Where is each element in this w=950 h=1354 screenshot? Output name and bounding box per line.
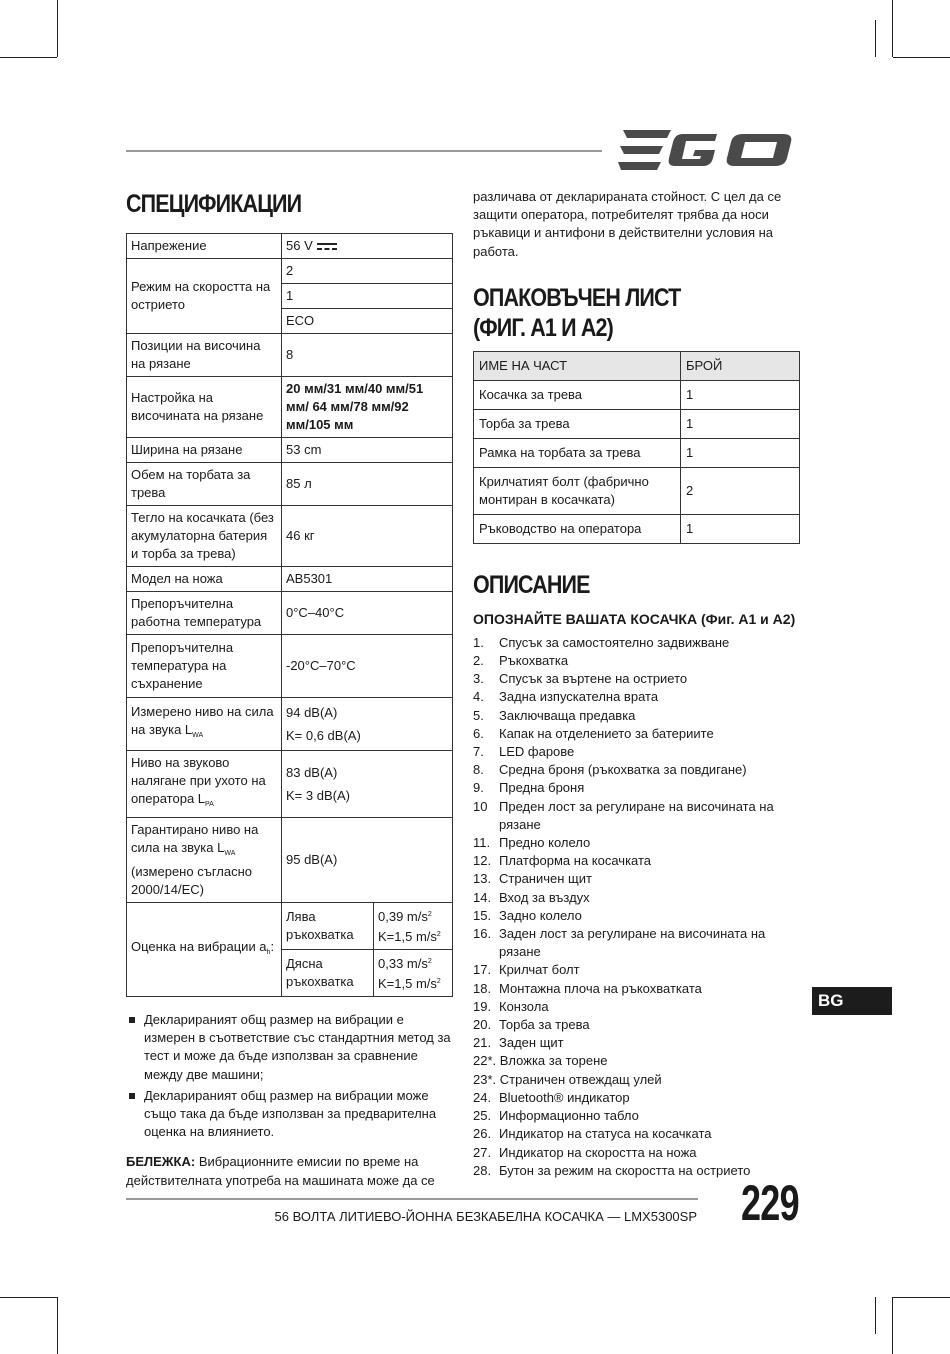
crop-mark [892,1297,893,1354]
right-column [473,188,808,1180]
note: БЕЛЕЖКА: Вибрационните емисии по време на действителната употреба на машината може да се [126,1154,435,1188]
packing-table [473,351,800,544]
ego-logo [617,128,799,172]
table-row: Режим на скоростта на острието 2 [127,259,453,284]
list-item: 17. Крилчат болт [473,962,580,978]
list-item: 11. Предно колело [473,835,591,851]
list-item: 15. Задно колело [473,907,582,923]
crop-mark [875,1297,876,1334]
list-item: 22*. Вложка за торене [473,1053,608,1069]
table-row: Напрежение 56 V [127,234,453,259]
crop-mark [57,0,58,57]
table-row: Рамка на торбата за трева 1 [474,438,800,467]
list-item: 8. Средна броня (ръкохватка за повдигане) [473,762,747,778]
list-item: 16. Заден лост за регулиране на височината на рязане [473,926,766,960]
table-row: Обем на торбата за трева 85 л [127,463,453,506]
crop-mark [875,20,876,57]
list-item: 10 Преден лост за регулиране на височината на рязане [473,798,774,832]
table-row: Тегло на косачката (без акумулаторна батерия и торба за трева) 46 кг [127,506,453,567]
dc-current-icon [316,242,338,251]
table-row: Ниво на звуково налягане при ухото на оператора $L_{PA}$ 83 dB(A) K= 3 dB(A) [127,751,453,818]
list-item: Декларираният общ размер на вибрации може също така да бъде използван за предварителна оценка на влиянието. [126,1087,454,1142]
list-item: 21. Заден щит [473,1035,564,1051]
list-item: 18. Монтажна плоча на ръкохватката [473,980,702,996]
list-item: 20. Торба за трева [473,1017,590,1033]
list-item: 23*. Страничен отвеждащ улей [473,1071,662,1087]
list-item: 3. Спусък за въртене на острието [473,671,688,687]
list-item: 19. Конзола [473,998,549,1014]
table-row: Ширина на рязане 53 cm [127,438,453,463]
list-item: 25. Информационно табло [473,1108,639,1124]
list-item: 5. Заключваща предавка [473,707,636,723]
crop-mark [892,0,893,57]
table-row: Позиции на височина на рязане 8 [127,334,453,377]
page-number: 229 [741,1175,799,1231]
header-rule [126,150,602,152]
table-row: Препоръчителна работна температура 0°C–40°C [127,592,453,635]
table-row: Оценка на вибрации $a_h$: Лява ръкохватка 0,39 $m/s^2$ K=1,5 $m/s^2$ [127,903,453,950]
bullet-list [126,1011,454,1141]
table-row: Крилчатият болт (фабрично монтиран в косачката) 2 [474,467,800,514]
crop-mark [893,1297,950,1298]
list-item: Декларираният общ размер на вибрации е измерен в съответствие със стандартния метод за тест и може да бъде използван за сравнение между две машини; [126,1011,454,1084]
table-row: Препоръчителна температура на съхранение -20°C–70°C [127,635,453,698]
list-item: 2. Ръкохватка [473,653,569,669]
footer-title: 56 ВОЛТА ЛИТИЕВО-ЙОННА БЕЗКАБЕЛНА КОСАЧКА — LMX5300SP [274,1209,697,1224]
parts-list [473,634,808,1180]
bullet-square-icon [129,1017,135,1023]
description-subtitle: ОПОЗНАЙТЕ ВАШАТА КОСАЧКА (Фиг. A1 и A2) [473,610,796,627]
table-row: Дясна ръкохватка 0,33 $m/s^2$ K=1,5 $m/s^2$ [127,950,453,997]
table-row: 1 [127,284,453,309]
list-item: 6. Капак на отделението за батериите [473,725,714,741]
list-item: 9. Предна броня [473,780,585,796]
table-row: ECO [127,309,453,334]
description-title: ОПИСАНИЕ [473,570,590,599]
list-item: 4. Задна изпускателна врата [473,689,659,705]
list-item: 13. Страничен щит [473,871,592,887]
crop-mark [893,57,950,58]
table-row: Измерено ниво на сила на звука $L_{WA}$ 94 dB(A) K= 0,6 dB(A) [127,698,453,751]
footer-rule [126,1198,698,1200]
table-row: Косачка за трева 1 [474,380,800,409]
crop-mark [0,57,57,58]
list-item: 7. LED фарове [473,744,575,760]
table-row: Торба за трева 1 [474,409,800,438]
crop-mark [57,1297,58,1354]
list-item: 12. Платформа на косачката [473,853,652,869]
specs-table [126,233,453,997]
table-row: Модел на ножа AB5301 [127,567,453,592]
language-tab: BG [812,987,892,1015]
packing-title: ОПАКОВЪЧЕН ЛИСТ (ФИГ. A1 И A2) [473,283,681,342]
left-column [126,183,454,1190]
note-continued: различава от декларираната стойност. С цел да се защити оператора, потребителят трябва да носи ръкавици и антифони в действителни условия на работа. [473,189,782,259]
specs-title: СПЕЦИФИКАЦИИ [126,190,302,218]
table-header: ИМЕ НА ЧАСТ БРОЙ [474,351,800,380]
table-row: Гарантирано ниво на сила на звука $L_{WA}$ (измерено съгласно 2000/14/ЕС) 95 dB(A) [127,818,453,903]
list-item: 26. Индикатор на статуса на косачката [473,1126,712,1142]
list-item: 14. Вход за въздух [473,889,590,905]
crop-mark [0,1297,57,1298]
bullet-square-icon [129,1093,135,1099]
list-item: 1. Спусък за самостоятелно задвижване [473,634,730,650]
table-row: Настройка на височината на рязане 20 мм/31 мм/40 мм/51 мм/ 64 мм/78 мм/92 мм/105 мм [127,377,453,438]
list-item: 28. Бутон за режим на скоростта на острието [473,1162,751,1178]
list-item: 27. Индикатор на скоростта на ножа [473,1144,697,1160]
list-item: 24. Bluetooth® индикатор [473,1089,630,1105]
table-row: Ръководство на оператора 1 [474,514,800,543]
